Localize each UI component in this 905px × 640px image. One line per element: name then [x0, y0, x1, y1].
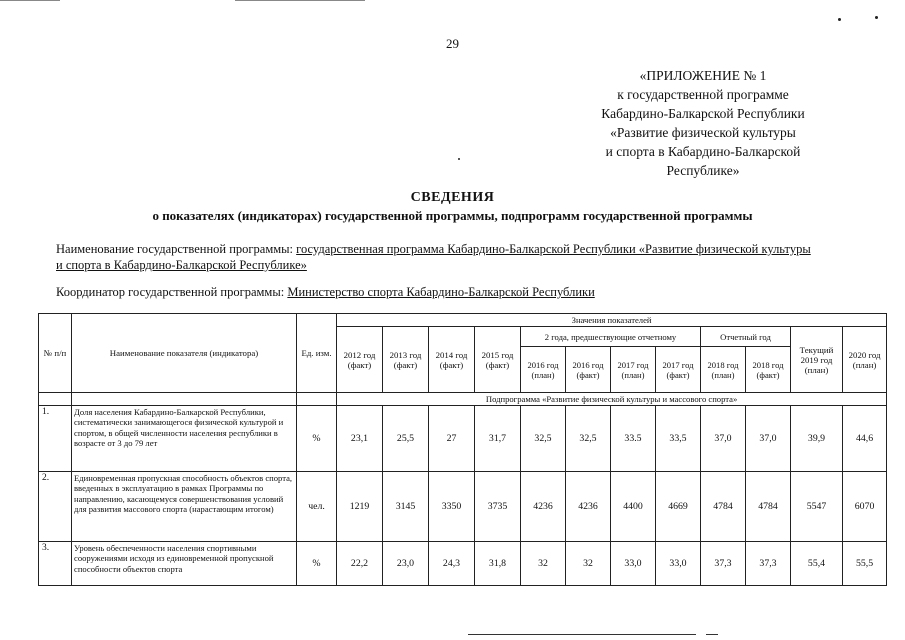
header-year: 2013 год (факт)	[383, 327, 429, 393]
scan-artifact-dot	[458, 158, 460, 160]
table-row	[39, 542, 887, 586]
row-value: 37,3	[701, 542, 746, 586]
row-value: 33.5	[611, 406, 656, 472]
header-year: 2014 год (факт)	[429, 327, 475, 393]
program-label: Наименование государственной программы:	[56, 242, 294, 256]
row-value: 33,5	[656, 406, 701, 472]
header-year: 2018 год (факт)	[746, 347, 791, 393]
row-name: Единовременная пропускная способность объектов спорта, введенных в эксплуатацию в рамках Программы по направлению, касающемуся совершенствования условий для развития массового спорта (нарастающим итогом)	[72, 472, 297, 542]
row-value: 4784	[701, 472, 746, 542]
row-num: 3.	[39, 542, 72, 586]
scan-artifact-line	[468, 634, 696, 635]
header-prev-two-years: 2 года, предшествующие отчетному	[521, 327, 701, 347]
row-value: 31,8	[475, 542, 521, 586]
row-value: 33,0	[656, 542, 701, 586]
header-year: 2015 год (факт)	[475, 327, 521, 393]
row-value: 32	[521, 542, 566, 586]
scan-artifact-dot	[838, 18, 841, 21]
row-value: 32,5	[566, 406, 611, 472]
row-unit: %	[297, 542, 337, 586]
header-name: Наименование показателя (индикатора)	[72, 314, 297, 393]
appendix-line: к государственной программе	[617, 87, 789, 102]
table-row	[39, 472, 887, 542]
program-value: государственная программа Кабардино-Балкарской Республики «Развитие физической культуры	[296, 242, 811, 256]
coordinator-value: Министерство спорта Кабардино-Балкарской Республики	[287, 285, 595, 299]
row-value: 22,2	[337, 542, 383, 586]
row-value: 24,3	[429, 542, 475, 586]
header-year: 2018 год (план)	[701, 347, 746, 393]
row-value: 3735	[475, 472, 521, 542]
row-value: 31,7	[475, 406, 521, 472]
appendix-line: Республике»	[666, 163, 740, 178]
row-value: 6070	[843, 472, 887, 542]
header-year: 2012 год (факт)	[337, 327, 383, 393]
appendix-line: и спорта в Кабардино-Балкарской	[605, 144, 801, 159]
scan-artifact-line	[0, 0, 60, 1]
row-num: 2.	[39, 472, 72, 542]
row-value: 3145	[383, 472, 429, 542]
row-unit: %	[297, 406, 337, 472]
row-value: 23,1	[337, 406, 383, 472]
subprogram-title: Подпрограмма «Развитие физической культуры и массового спорта»	[337, 393, 887, 406]
header-report-year: Отчетный год	[701, 327, 791, 347]
document-title: СВЕДЕНИЯ	[410, 190, 495, 205]
row-value: 39,9	[791, 406, 843, 472]
row-num: 1.	[39, 406, 72, 472]
row-value: 32	[566, 542, 611, 586]
header-year: Текущий 2019 год (план)	[791, 327, 843, 393]
program-value-cont: и спорта в Кабардино-Балкарской Республике»	[56, 258, 307, 272]
scan-artifact-line	[706, 634, 718, 635]
row-value: 4400	[611, 472, 656, 542]
row-value: 37,0	[746, 406, 791, 472]
row-value: 4669	[656, 472, 701, 542]
row-value: 55,5	[843, 542, 887, 586]
document-subtitle: о показателях (индикаторах) государственной программы, подпрограмм государственной программы	[152, 208, 753, 223]
appendix-line: Кабардино-Балкарской Республики	[601, 106, 805, 121]
row-value: 4784	[746, 472, 791, 542]
subprogram-spacer	[72, 393, 297, 406]
header-values-group: Значения показателей	[337, 314, 887, 327]
header-year: 2016 год (план)	[521, 347, 566, 393]
row-value: 4236	[521, 472, 566, 542]
coordinator-label: Координатор государственной программы:	[56, 285, 285, 299]
row-value: 37,3	[746, 542, 791, 586]
header-year: 2016 год (факт)	[566, 347, 611, 393]
row-value: 55,4	[791, 542, 843, 586]
header-unit: Ед. изм.	[297, 314, 337, 393]
row-value: 27	[429, 406, 475, 472]
row-value: 32,5	[521, 406, 566, 472]
row-unit: чел.	[297, 472, 337, 542]
header-year: 2020 год (план)	[843, 327, 887, 393]
appendix-line: «ПРИЛОЖЕНИЕ № 1	[639, 68, 767, 83]
row-name: Доля населения Кабардино-Балкарской Республики, систематически занимающегося физической культурой и спортом, в общей численности населения республики в возрасте от 3 до 79 лет	[72, 406, 297, 472]
row-value: 5547	[791, 472, 843, 542]
row-value: 44,6	[843, 406, 887, 472]
row-value: 1219	[337, 472, 383, 542]
header-year: 2017 год (факт)	[656, 347, 701, 393]
subprogram-spacer	[39, 393, 72, 406]
row-value: 3350	[429, 472, 475, 542]
row-value: 37,0	[701, 406, 746, 472]
subprogram-spacer	[297, 393, 337, 406]
row-name: Уровень обеспеченности населения спортивными сооружениями исходя из единовременной пропускной способности объектов спорта	[72, 542, 297, 586]
appendix-block	[563, 66, 843, 180]
row-value: 4236	[566, 472, 611, 542]
scan-artifact-line	[235, 0, 365, 1]
appendix-line: «Развитие физической культуры	[610, 125, 796, 140]
header-num: № п/п	[39, 314, 72, 393]
program-name	[56, 241, 856, 273]
row-value: 33,0	[611, 542, 656, 586]
row-value: 23,0	[383, 542, 429, 586]
row-value: 25,5	[383, 406, 429, 472]
page-number: 29	[446, 36, 459, 51]
scan-artifact-dot	[875, 16, 878, 19]
coordinator	[56, 285, 595, 300]
header-year: 2017 год (план)	[611, 347, 656, 393]
indicators-table	[38, 313, 887, 586]
table-row	[39, 406, 887, 472]
